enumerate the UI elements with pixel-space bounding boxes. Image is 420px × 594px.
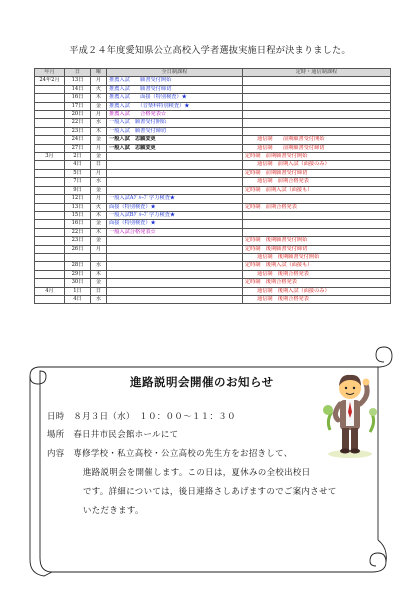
cell-day: 29日 — [65, 270, 91, 278]
cell-part: 通信制 前期合格発表 — [243, 178, 391, 186]
table-row — [35, 186, 391, 194]
cell-dow: 月 — [91, 245, 107, 253]
cell-dow: 水 — [91, 119, 107, 127]
cell-full — [107, 178, 243, 186]
page-headline: 平成２４年度愛知県公立高校入学者選抜実施日程が決まりました。 — [69, 45, 351, 56]
cell-dow: 木 — [91, 94, 107, 102]
table-row — [35, 127, 391, 135]
table-row — [35, 195, 391, 203]
cell-full: 面接（特別検査）★ — [107, 220, 243, 228]
cell-part — [243, 94, 391, 102]
cell-dow — [91, 253, 107, 261]
cell-full — [107, 279, 243, 287]
cell-full: 一般入試 願書受付開始 — [107, 119, 243, 127]
table-row — [35, 245, 391, 253]
cell-month — [35, 295, 65, 303]
table-row — [35, 77, 391, 85]
cell-day: 16日 — [65, 220, 91, 228]
cell-part — [243, 195, 391, 203]
cell-part: 通信制 前期入試（面接のみ） — [243, 161, 391, 169]
cell-part: 通信制 前期願書受付締切 — [243, 144, 391, 152]
cell-part — [243, 111, 391, 119]
cell-month — [35, 144, 65, 152]
cell-month — [35, 220, 65, 228]
table-row — [35, 111, 391, 119]
cell-month — [35, 262, 65, 270]
cell-part: 通信制 後期願書受付開始 — [243, 253, 391, 261]
cell-day: 17日 — [65, 102, 91, 110]
cell-day: 23日 — [65, 127, 91, 135]
cell-month — [35, 237, 65, 245]
notice-content-line-2: 進路説明会を開催します。この日は，夏休みの全校出校日 — [83, 467, 311, 477]
notice-date: 日時 ８月３日（水） １０：００〜１１：３０ — [47, 411, 236, 421]
cell-month — [35, 161, 65, 169]
cell-month — [35, 94, 65, 102]
cell-full: 一般入試 志願変更 — [107, 136, 243, 144]
cell-part: 定時制 前期入試（面接も） — [243, 186, 391, 194]
cell-dow: 月 — [91, 77, 107, 85]
cell-day: 1日 — [65, 287, 91, 295]
cell-day: 13日 — [65, 77, 91, 85]
table-row — [35, 270, 391, 278]
cell-part: 定時制 後期願書受付開始 — [243, 237, 391, 245]
cell-month — [35, 279, 65, 287]
cell-full: 推薦入試 合格発表☆ — [107, 111, 243, 119]
header-dow: 曜 — [91, 69, 107, 77]
cell-full: 推薦入試 願書受付開始 — [107, 77, 243, 85]
cell-dow: 水 — [91, 262, 107, 270]
cell-day: 27日 — [65, 144, 91, 152]
cell-month — [35, 102, 65, 110]
cell-day: 13日 — [65, 203, 91, 211]
teacher-mascot-icon — [318, 360, 382, 460]
cell-dow: 月 — [91, 111, 107, 119]
cell-day: 16日 — [65, 94, 91, 102]
cell-part: 定時制 後期入試（面接も） — [243, 262, 391, 270]
cell-month — [35, 85, 65, 93]
cell-part: 定時制 前期合格発表 — [243, 203, 391, 211]
table-row — [35, 119, 391, 127]
cell-dow: 金 — [91, 153, 107, 161]
table-row — [35, 144, 391, 152]
schedule-table — [34, 68, 391, 304]
cell-full — [107, 253, 243, 261]
cell-dow: 金 — [91, 237, 107, 245]
cell-dow: 木 — [91, 228, 107, 236]
cell-month: 24年2月 — [35, 77, 65, 85]
header-part-time: 定時・通信制課程 — [243, 69, 391, 77]
cell-month: 3月 — [35, 153, 65, 161]
cell-full — [107, 270, 243, 278]
cell-day: 4日 — [65, 295, 91, 303]
table-row — [35, 237, 391, 245]
cell-dow: 月 — [91, 195, 107, 203]
cell-day: 12日 — [65, 195, 91, 203]
cell-full: 一般入試 志願変更 — [107, 144, 243, 152]
cell-full — [107, 169, 243, 177]
cell-dow: 木 — [91, 270, 107, 278]
cell-part — [243, 220, 391, 228]
cell-day: 20日 — [65, 111, 91, 119]
cell-day: 9日 — [65, 186, 91, 194]
cell-full — [107, 295, 243, 303]
cell-dow: 金 — [91, 102, 107, 110]
cell-month — [35, 203, 65, 211]
cell-part — [243, 228, 391, 236]
cell-full — [107, 161, 243, 169]
table-row — [35, 295, 391, 303]
notice-place: 場所 春日井市民会館ホールにて — [47, 429, 179, 439]
cell-month — [35, 169, 65, 177]
cell-full — [107, 237, 243, 245]
table-row — [35, 211, 391, 219]
cell-full: 推薦入試 願書受付締切 — [107, 85, 243, 93]
cell-day: 14日 — [65, 85, 91, 93]
cell-month — [35, 119, 65, 127]
header-month: 年月 — [35, 69, 65, 77]
cell-part: 通信制 後期入試（面接のみ） — [243, 287, 391, 295]
cell-full — [107, 245, 243, 253]
cell-dow: 日 — [91, 161, 107, 169]
cell-part: 定時制 前期願書受付締切 — [243, 169, 391, 177]
table-row — [35, 85, 391, 93]
cell-dow: 月 — [91, 144, 107, 152]
cell-full: 一般入試 願書受付締切 — [107, 127, 243, 135]
cell-day — [65, 253, 91, 261]
cell-month — [35, 228, 65, 236]
cell-full: 推薦入試 面接（特別検査）★ — [107, 94, 243, 102]
notice-content-line-3: です。詳細については，後日連絡さしあげますのでご案内させて — [83, 486, 337, 496]
cell-day: 5日 — [65, 169, 91, 177]
header-full-time: 全日制課程 — [107, 69, 243, 77]
notice-content-line-1: 内容 専修学校・私立高校・公立高校の先生方をお招きして、 — [47, 448, 293, 458]
table-row — [35, 287, 391, 295]
cell-dow: 金 — [91, 279, 107, 287]
cell-day: 7日 — [65, 178, 91, 186]
cell-part — [243, 85, 391, 93]
cell-month — [35, 195, 65, 203]
table-row — [35, 220, 391, 228]
cell-month — [35, 211, 65, 219]
cell-dow: 火 — [91, 203, 107, 211]
cell-part: 通信制 後期合格発表 — [243, 295, 391, 303]
cell-part — [243, 127, 391, 135]
cell-month — [35, 245, 65, 253]
cell-full — [107, 186, 243, 194]
cell-day: 24日 — [65, 136, 91, 144]
notice-content-line-4: いただきます。 — [83, 505, 144, 515]
table-row — [35, 203, 391, 211]
cell-dow: 月 — [91, 169, 107, 177]
cell-day: 22日 — [65, 228, 91, 236]
cell-dow: 水 — [91, 178, 107, 186]
table-row — [35, 279, 391, 287]
table-row — [35, 262, 391, 270]
cell-part: 定時制 後期合格発表 — [243, 279, 391, 287]
cell-month — [35, 127, 65, 135]
cell-month — [35, 136, 65, 144]
cell-full: 一般入試合格発表☆ — [107, 228, 243, 236]
cell-day: 23日 — [65, 237, 91, 245]
cell-dow: 金 — [91, 186, 107, 194]
cell-month — [35, 186, 65, 194]
cell-part: 定時制 後期願書受付締切 — [243, 245, 391, 253]
table-row — [35, 169, 391, 177]
cell-full — [107, 287, 243, 295]
cell-full — [107, 153, 243, 161]
cell-month — [35, 178, 65, 186]
cell-full: 一般入試Bｸﾞﾙｰﾌﾟ学力検査★ — [107, 211, 243, 219]
cell-day: 28日 — [65, 262, 91, 270]
cell-dow: 日 — [91, 287, 107, 295]
table-row — [35, 161, 391, 169]
cell-day: 15日 — [65, 211, 91, 219]
header-day: 日 — [65, 69, 91, 77]
cell-part — [243, 102, 391, 110]
table-row — [35, 228, 391, 236]
cell-month: 4月 — [35, 287, 65, 295]
cell-full: 一般入試Aｸﾞﾙｰﾌﾟ学力検査★ — [107, 195, 243, 203]
cell-part: 定時制 前期願書受付開始 — [243, 153, 391, 161]
cell-day: 30日 — [65, 279, 91, 287]
table-row — [35, 178, 391, 186]
table-row — [35, 102, 391, 110]
cell-dow: 水 — [91, 295, 107, 303]
cell-dow: 木 — [91, 211, 107, 219]
cell-full — [107, 262, 243, 270]
cell-dow: 火 — [91, 85, 107, 93]
cell-dow: 木 — [91, 127, 107, 135]
cell-dow: 金 — [91, 136, 107, 144]
cell-full: 推薦入試 （音楽科特別検査）★ — [107, 102, 243, 110]
cell-day: 2日 — [65, 153, 91, 161]
cell-part: 通信制 前期願書受付開始 — [243, 136, 391, 144]
schedule-body — [35, 77, 391, 304]
cell-day: 4日 — [65, 161, 91, 169]
cell-month — [35, 111, 65, 119]
cell-part: 通信制 後期合格発表 — [243, 270, 391, 278]
cell-day: 26日 — [65, 245, 91, 253]
cell-part — [243, 77, 391, 85]
notice-title: 進路説明会開催のお知らせ — [130, 375, 274, 389]
cell-dow: 金 — [91, 220, 107, 228]
cell-day: 22日 — [65, 119, 91, 127]
table-row — [35, 94, 391, 102]
table-row — [35, 136, 391, 144]
cell-month — [35, 253, 65, 261]
cell-month — [35, 270, 65, 278]
cell-part — [243, 211, 391, 219]
cell-full: 面接（特別検査）★ — [107, 203, 243, 211]
table-header-row — [35, 69, 391, 77]
table-row — [35, 153, 391, 161]
cell-part — [243, 119, 391, 127]
table-row — [35, 253, 391, 261]
